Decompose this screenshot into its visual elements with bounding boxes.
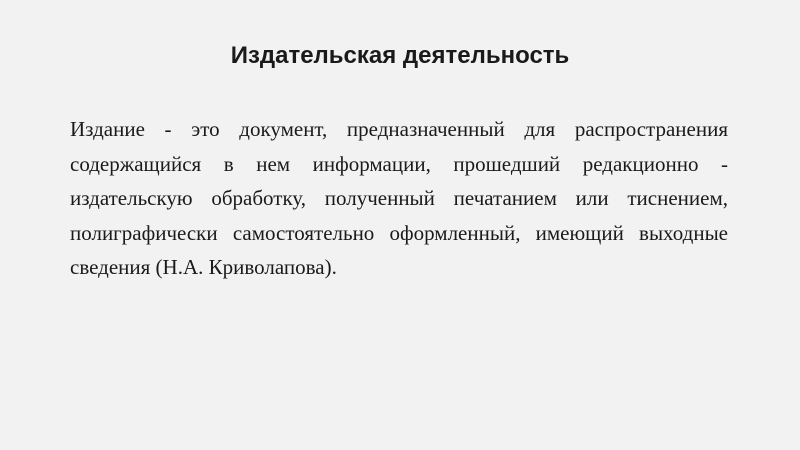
slide-title: Издательская деятельность [230, 42, 570, 69]
slide-body-text: Издание - это документ, предназначенный для распространения содержащийся в нем информации, прошедший редакционно - издательскую обработку, полученный печатанием или тиснением, полиграфически самостоятельно оформленный, имеющий выходные сведения (Н.А. Криволапова). [70, 117, 728, 279]
